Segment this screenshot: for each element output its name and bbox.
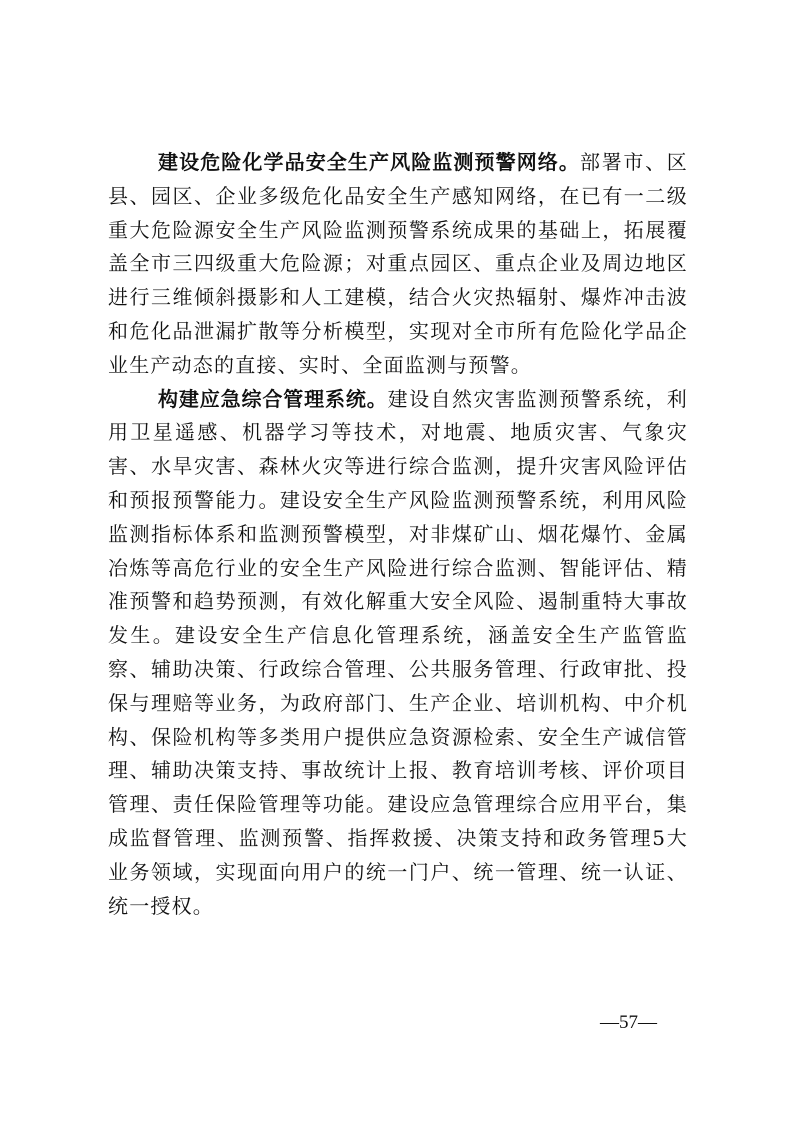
page-number: —57— — [600, 1012, 657, 1033]
document-body — [108, 146, 688, 923]
paragraph-hazardous-chemicals — [108, 146, 688, 383]
paragraph-text: 部署市、区县、园区、企业多级危化品安全生产感知网络，在已有一二级重大危险源安全生产风险监测预警系统成果的基础上，拓展覆盖全市三四级重大危险源；对重点园区、重点企业及周边地区进行三维倾斜摄影和人工建模，结合火灾热辐射、爆炸冲击波和危化品泄漏扩散等分析模型，实现对全市所有危险化学品企业生产动态的直接、实时、全面监测与预警。 — [108, 150, 688, 377]
paragraph-emergency-management — [108, 383, 688, 924]
paragraph-heading: 构建应急综合管理系统。 — [158, 386, 388, 411]
paragraph-text: 建设自然灾害监测预警系统，利用卫星遥感、机器学习等技术，对地震、地质灾害、气象灾害、水旱灾害、森林火灾等进行综合监测，提升灾害风险评估和预报预警能力。建设安全生产风险监测预警系统，利用风险监测指标体系和监测预警模型，对非煤矿山、烟花爆竹、金属冶炼等高危行业的安全生产风险进行综合监测、智能评估、精准预警和趋势预测，有效化解重大安全风险、遏制重特大事故发生。建设安全生产信息化管理系统，涵盖安全生产监管监察、辅助决策、行政综合管理、公共服务管理、行政审批、投保与理赔等业务，为政府部门、生产企业、培训机构、中介机构、保险机构等多类用户提供应急资源检索、安全生产诚信管理、辅助决策支持、事故统计上报、教育培训考核、评价项目管理、责任保险管理等功能。建设应急管理综合应用平台，集成监督管理、监测预警、指挥救援、决策支持和政务管理5大业务领域，实现面向用户的统一门户、统一管理、统一认证、统一授权。 — [108, 386, 688, 918]
paragraph-heading: 建设危险化学品安全生产风险监测预警网络。 — [158, 150, 580, 174]
